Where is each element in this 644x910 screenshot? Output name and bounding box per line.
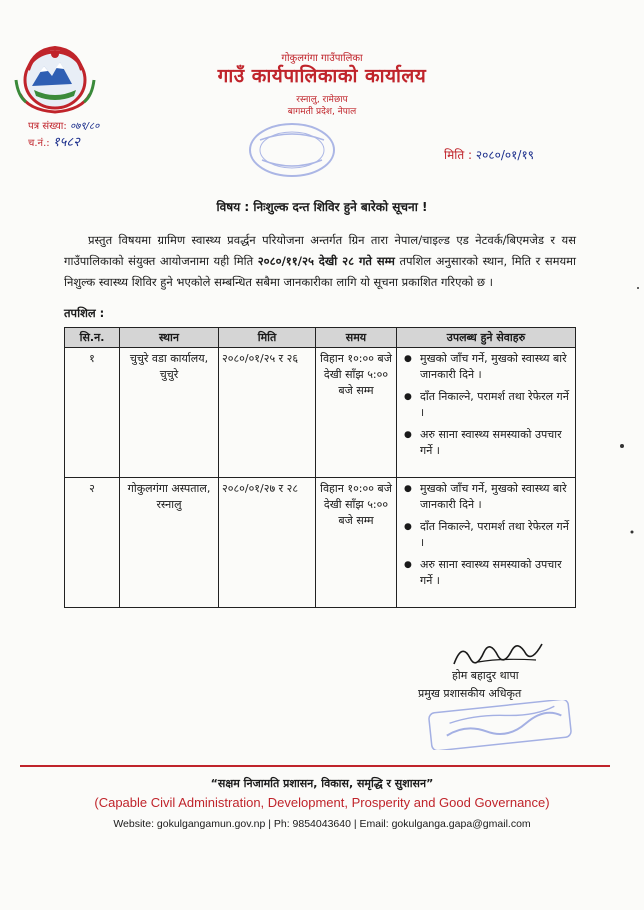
nepal-emblem-logo	[14, 40, 96, 116]
header-services: उपलब्ध हुने सेवाहरु	[397, 328, 576, 348]
details-label: तपशिल :	[64, 306, 105, 320]
header-place: स्थान	[120, 328, 219, 348]
footer-motto-english: (Capable Civil Administration, Development, Prosperity and Good Governance)	[94, 795, 550, 810]
cell-time: विहान १०:०० बजे देखी साँझ ५:०० बजे सम्म	[316, 478, 397, 608]
table-header-row	[65, 328, 576, 348]
official-stamp-bottom	[426, 700, 576, 750]
camp-schedule-table	[64, 327, 576, 608]
signatory-name: होम बहादुर थापा	[452, 669, 519, 682]
body-part-2: तपशिल अनुसारको स्थान, मिति र समयमा निशुल्क स्वास्थ्य शिविर हुने भएकोले सम्बन्धित सबैमा जानकारीका लागि यो सूचना प्रकाशित गरिएको छ ।	[64, 254, 577, 289]
list-item: ● मुखको जाँच गर्ने, मुखको स्वास्थ्य बारे जानकारी दिने ।	[400, 481, 572, 513]
date-value: २०८०/०१/१९	[475, 148, 534, 162]
ref-value: ०७९/८०	[69, 121, 100, 132]
table-row	[65, 478, 576, 608]
cell-time: विहान १०:०० बजे देखी साँझ ५:०० बजे सम्म	[316, 348, 397, 478]
office-title: गाउँ कार्यपालिकाको कार्यालय	[217, 65, 427, 87]
services-list	[400, 481, 572, 589]
dispatch-label: च.नं.:	[28, 138, 50, 149]
list-item: ● अरु साना स्वास्थ्य समस्याको उपचार गर्ने ।	[400, 427, 572, 459]
cell-serial: १	[65, 348, 120, 478]
list-item: ● दाँत निकाल्ने, परामर्श तथा रेफेरल गर्ने ।	[400, 519, 572, 551]
header-time: समय	[316, 328, 397, 348]
services-list	[400, 351, 572, 459]
ref-label: पत्र संख्या:	[28, 121, 67, 132]
signatory-title: प्रमुख प्रशासकीय अधिकृत	[418, 687, 522, 700]
list-item: ● दाँत निकाल्ने, परामर्श तथा रेफेरल गर्ने ।	[400, 389, 572, 421]
cell-place: गोकुलगंगा अस्पताल, रस्नालु	[120, 478, 219, 608]
office-stamp-top	[200, 120, 348, 184]
address-line-2: बागमती प्रदेश, नेपाल	[287, 107, 357, 117]
handwritten-signature	[448, 636, 548, 672]
subject-line: विषय : निःशुल्क दन्त शिविर हुने बारेको सूचना !	[216, 200, 428, 214]
cell-date: २०८०/०१/२७ र २८	[219, 478, 316, 608]
cell-services	[397, 478, 576, 608]
notice-body	[64, 230, 576, 293]
footer-motto: “सक्षम निजामति प्रशासन, विकास, समृद्धि र सुशासन”	[210, 777, 434, 790]
body-bold-dates: २०८०/११/२५ देखी २८ गते सम्म	[257, 254, 395, 268]
table-row	[65, 348, 576, 478]
dispatch-number	[28, 132, 80, 150]
header-serial: सि.न.	[65, 328, 120, 348]
footer-divider	[20, 765, 610, 767]
cell-services	[397, 348, 576, 478]
header-date: मिति	[219, 328, 316, 348]
municipality-name: गोकुलगंगा गाउँपालिका	[281, 53, 363, 64]
footer-contact: Website: gokulgangamun.gov.np | Ph: 9854043640 | Email: gokulganga.gapa@gmail.com	[113, 818, 531, 830]
body-part-1: प्रस्तुत विषयमा ग्रामिण स्वास्थ्य प्रवर्द्धन परियोजना अन्तर्गत ग्रिन तारा नेपाल/चाइल्ड एड नेटवर्क/बिएमजेड र यस गाउँपालिकाको संयुक्त आयोजनामा यही मिति	[64, 233, 576, 268]
cell-serial: २	[65, 478, 120, 608]
dispatch-value: १५८२	[52, 135, 80, 150]
reference-number	[28, 118, 99, 132]
address-line-1: रस्नालु, रामेछाप	[296, 95, 348, 105]
date-label: मिति :	[444, 148, 473, 162]
list-item: ● मुखको जाँच गर्ने, मुखको स्वास्थ्य बारे जानकारी दिने ।	[400, 351, 572, 383]
letter-date	[444, 146, 534, 163]
cell-date: २०८०/०१/२५ र २६	[219, 348, 316, 478]
list-item: ● अरु साना स्वास्थ्य समस्याको उपचार गर्ने ।	[400, 557, 572, 589]
cell-place: चुचुरे वडा कार्यालय, चुचुरे	[120, 348, 219, 478]
